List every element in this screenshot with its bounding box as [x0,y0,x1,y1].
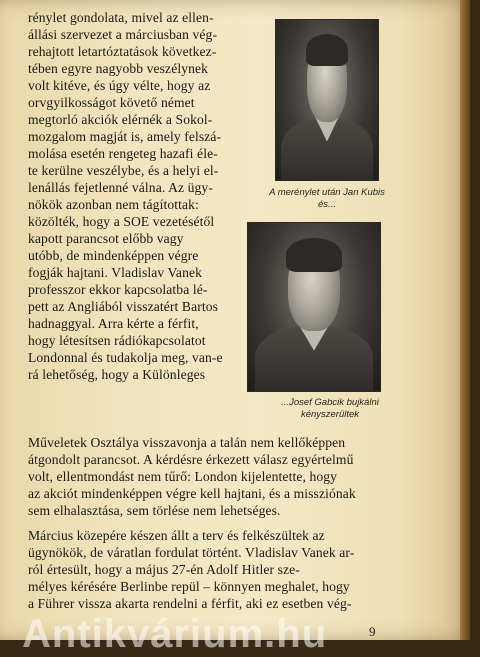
text-line: megtorló akciók elérnék a Sokol- [28,112,213,127]
text-line: közölték, hogy a SOE vezetésétől [28,214,215,229]
text-line: hadnaggyal. Arra kérte a férfit, [28,316,199,331]
page-number: 9 [369,624,376,639]
text-line: volt, ellentmondást nem tűrő: London kijelentette, hogy [28,469,338,484]
text-line: ügynökök, de váratlan fordulat történt. Vladislav Vanek ar- [28,545,355,560]
text-line: rá lehetőség, hogy a Különleges [28,367,206,382]
text-line: lenállás fejetlenné válna. Az ügy- [28,180,213,195]
photo-caption-1 [232,187,422,211]
text-line: orvgyilkosságot követő német [28,95,195,110]
text-line: pett az Angliából visszatért Bartos [28,299,218,314]
page-edge [460,0,470,640]
text-line: Londonnal és tudakolja meg, van-e [28,350,223,365]
text-line: mozgalom magját is, amely felszá- [28,129,222,144]
caption-line: és... [318,199,336,210]
text-line: nökök azonban nem tágítottak: [28,197,199,212]
text-line: rénylet gondolata, mivel az ellen- [28,10,214,25]
text-line: utóbb, de mindenképpen végre [28,248,199,263]
photo-hair [306,34,349,66]
text-line: te kerülne veszélybe, és a helyi el- [28,163,219,178]
portrait-photo-josef-gabcik [247,222,381,392]
text-line: mélyes kérésére Berlinbe repül – könnyen meghalet, hogy [28,579,350,594]
caption-line: A merénylet után Jan Kubis [269,187,385,198]
text-line: ról értesült, hogy a május 27-én Adolf Hitler sze- [28,562,300,577]
text-line: Műveletek Osztálya visszavonja a talán nem kellőképpen [28,435,346,450]
text-line: fogják hajtani. Vladislav Vanek [28,265,202,280]
text-line: hogy létesítsen rádiókapcsolatot [28,333,206,348]
text-line: átgondolt parancsot. A kérdésre érkezett válasz egyértelmű [28,452,354,467]
watermark-text: Antikvárium.hu [22,612,328,656]
caption-line: kényszerültek [300,409,360,420]
text-line: tében egyre nagyobb veszélynek [28,61,209,76]
text-line: állási szervezet a márciusban vég- [28,27,218,42]
text-line: Március közepére készen állt a terv és felkészültek az [28,528,325,543]
text-line: molása esetén rengeteg hazafi éle- [28,146,218,161]
text-line: sem elhalasztása, sem törlése nem lehetséges. [28,503,281,518]
portrait-photo-jan-kubis [275,19,379,181]
text-line: kapott parancsot előbb vagy [28,231,184,246]
text-line: az akciót mindenképpen végre kell hajtani, és a missziónak [28,486,356,501]
caption-line: ...Josef Gabcik bujkálni [281,397,379,408]
text-line: a Führer vissza akarta rendelni a férfit, aki ez esetben vég- [28,596,352,611]
photo-caption-2 [235,397,425,421]
text-line: rehajtott letartóztatások következ- [28,44,217,59]
text-line: volt kitéve, és úgy vélte, hogy az [28,78,211,93]
text-line: professzor ekkor kapcsolatba lé- [28,282,208,297]
photo-hair [286,238,341,272]
